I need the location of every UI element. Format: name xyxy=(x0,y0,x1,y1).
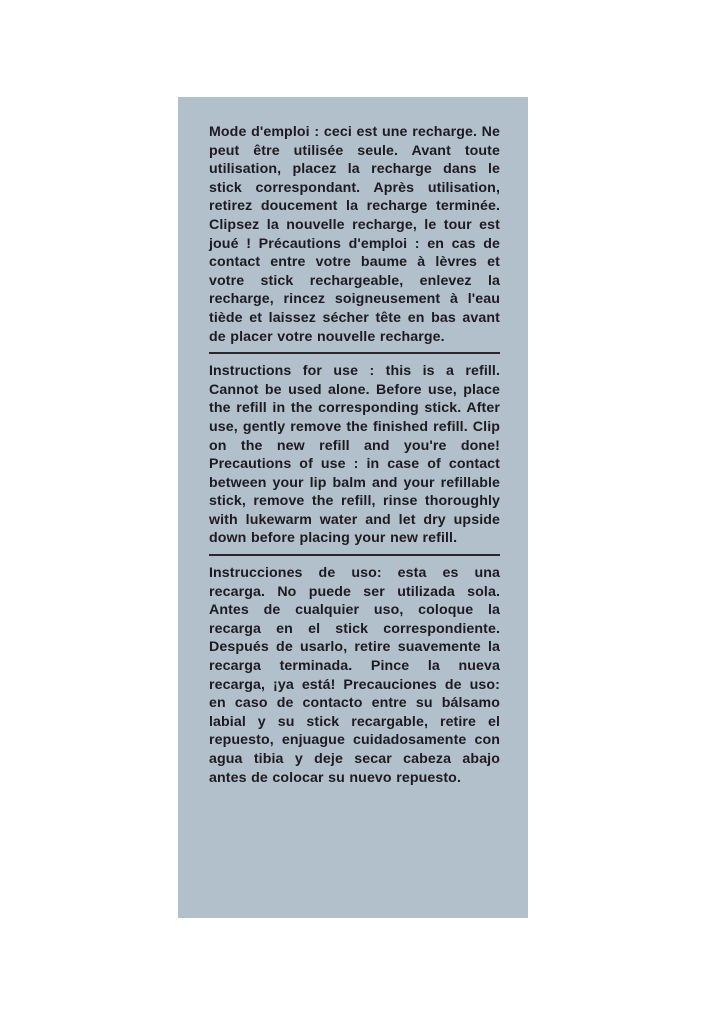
spanish-instructions-text: Instrucciones de uso: esta es una recarga. No puede ser utilizada sola. Antes de cualquier uso, coloque la recarga en el stick correspondiente. Después de usarlo, retire suavemente la recarga terminada. Pince la nueva recarga, ¡ya está! Precauciones de uso: en caso de contacto entre su bálsamo labial y su stick recargable, retire el repuesto, enjuague cuidadosamente con agua tibia y deje secar cabeza abajo antes de colocar su nuevo repuesto. xyxy=(209,565,500,786)
french-instructions-text: Mode d'emploi : ceci est une recharge. Ne peut être utilisée seule. Avant toute utilisation, placez la recharge dans le stick correspondant. Après utilisation, retirez doucement la recharge terminée. Clipsez la nouvelle recharge, le tour est joué ! Précautions d'emploi : en cas de contact entre votre baume à lèvres et votre stick rechargeable, enlevez la recharge, rincez soigneusement à l'eau tiède et laissez sécher tête en bas avant de placer votre nouvelle recharge. xyxy=(209,124,500,345)
product-label-card xyxy=(178,97,528,918)
english-instructions-text: Instructions for use : this is a refill. Cannot be used alone. Before use, place the refill in the corresponding stick. After use, gently remove the finished refill. Clip on the new refill and you're done! Precautions of use : in case of contact between your lip balm and your refillable stick, remove the refill, rinse thoroughly with lukewarm water and let dry upside down before placing your new refill. xyxy=(209,363,500,547)
